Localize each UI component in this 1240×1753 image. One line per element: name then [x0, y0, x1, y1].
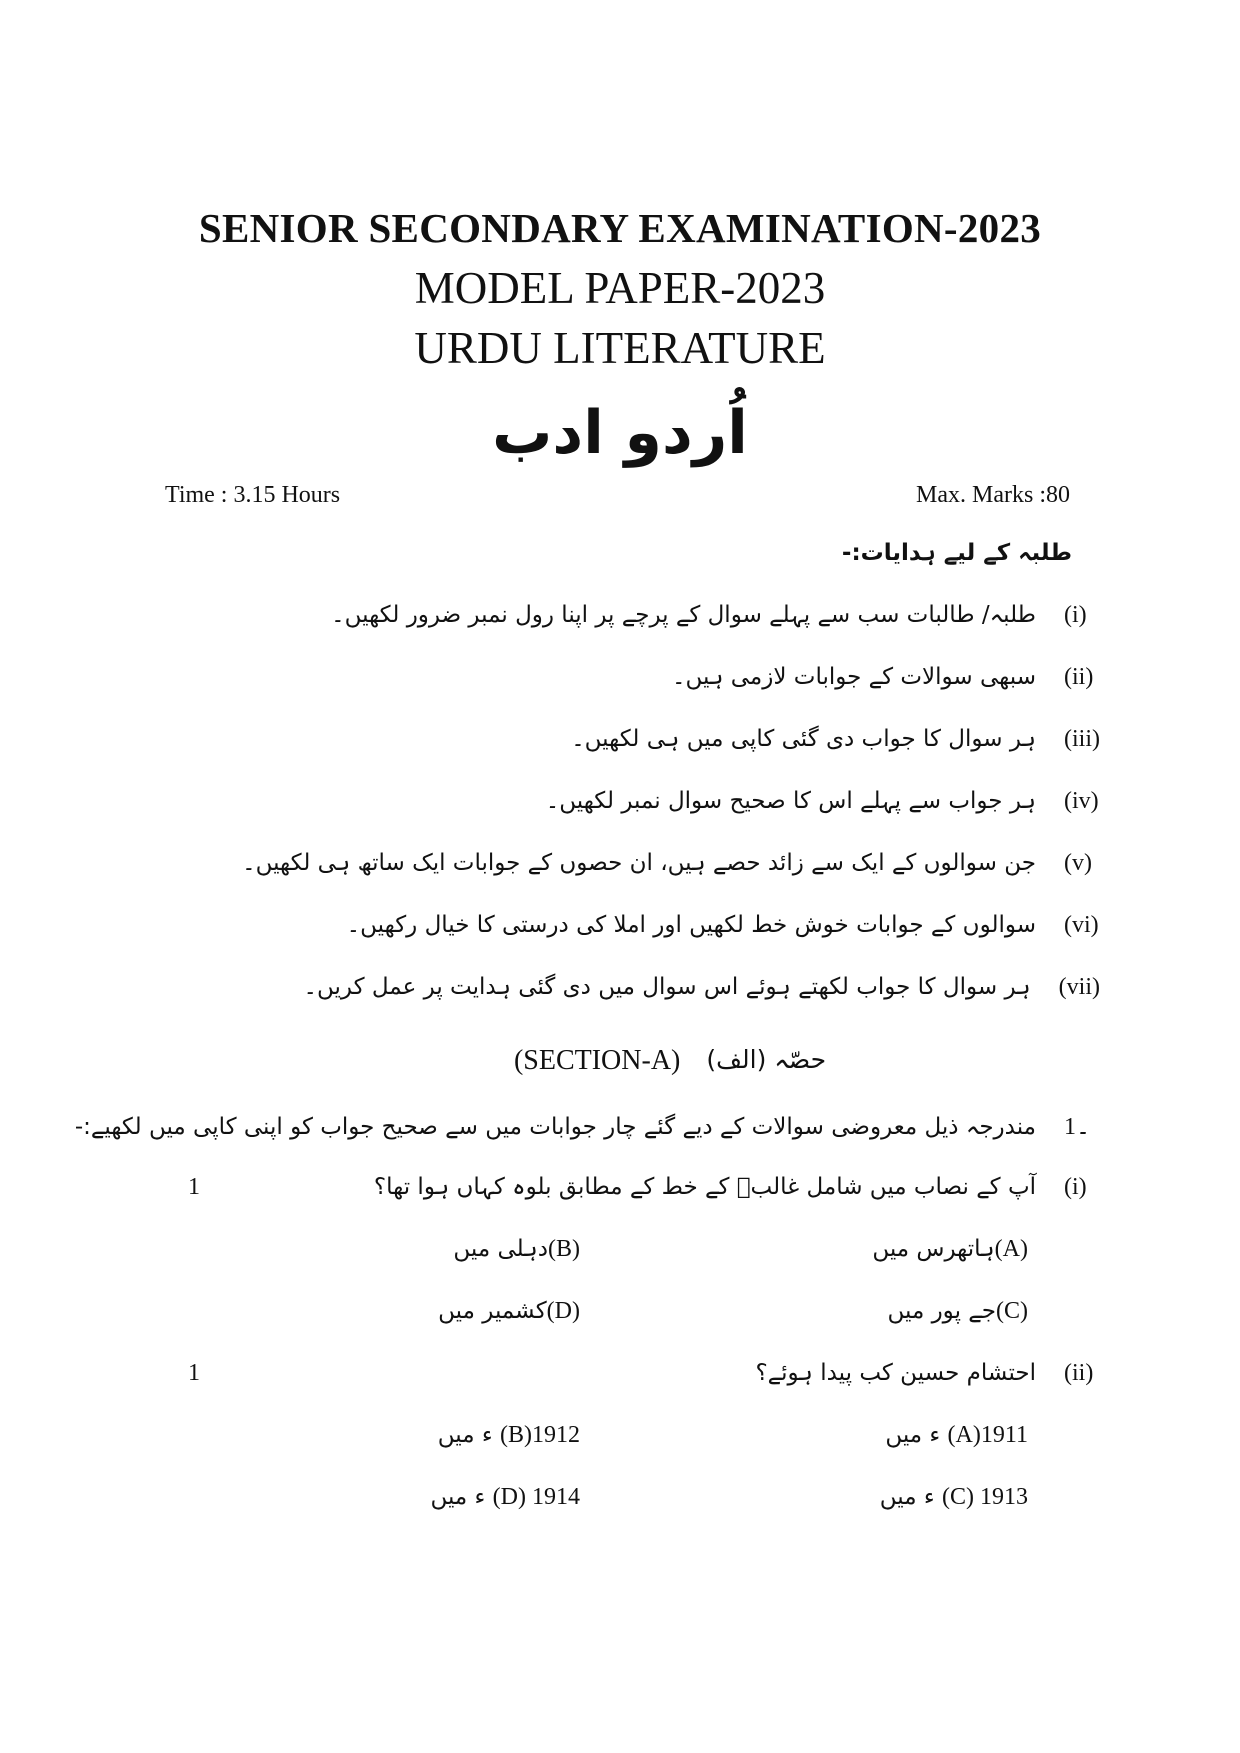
option-label: (B)	[547, 1236, 580, 1262]
subquestion-number: (ii)	[1064, 1360, 1094, 1386]
instruction-item	[304, 974, 1100, 1001]
instructions-heading: طلبہ کے لیے ہدایات:-	[841, 540, 1072, 566]
instruction-number: (vii)	[1058, 974, 1100, 1000]
option-d	[438, 1298, 580, 1325]
option-a	[885, 1422, 1028, 1449]
instruction-text: سوالوں کے جوابات خوش خط لکھیں اور املا کی درستی کا خیال رکھیں۔	[346, 912, 1036, 938]
instruction-number: (vi)	[1064, 912, 1099, 938]
subquestion-text: آپ کے نصاب میں شامل غالبؔ کے خط کے مطابق بلوہ کہاں ہوا تھا؟	[373, 1174, 1036, 1200]
section-heading-urdu: حصّہ (الف)	[706, 1045, 827, 1074]
option-label: 1911(A)	[947, 1422, 1028, 1448]
instruction-text: ہر جواب سے پہلے اس کا صحیح سوال نمبر لکھیں۔	[545, 788, 1036, 814]
section-heading	[420, 1045, 920, 1077]
instruction-text: ہر سوال کا جواب دی گئی کاپی میں ہی لکھیں۔	[571, 726, 1036, 752]
marks-value: 1	[188, 1174, 200, 1200]
option-text: کشمیر میں	[438, 1298, 547, 1324]
instruction-number: (ii)	[1064, 664, 1094, 690]
subject-title: URDU LITERATURE	[414, 323, 826, 373]
time-label: Time : 3.15 Hours	[165, 482, 341, 508]
option-text: ء میں	[879, 1484, 935, 1510]
instruction-number: (i)	[1064, 602, 1087, 628]
marks-value: 1	[188, 1360, 200, 1386]
instruction-number: (v)	[1064, 850, 1092, 876]
instruction-item	[571, 726, 1100, 753]
instruction-text: ہر سوال کا جواب لکھتے ہوئے اس سوال میں دی گئی ہدایت پر عمل کریں۔	[303, 974, 1031, 1000]
subquestion-ii	[755, 1360, 1100, 1387]
instruction-item	[347, 912, 1100, 939]
subquestion-i	[374, 1174, 1100, 1201]
option-label: (D)	[546, 1298, 580, 1324]
option-label: 1914 (D)	[492, 1484, 580, 1510]
section-heading-english: (SECTION-A)	[513, 1045, 681, 1076]
instruction-text: جن سوالوں کے ایک سے زائد حصے ہیں، ان حصوں کے جوابات ایک ساتھ ہی لکھیں۔	[242, 850, 1036, 876]
option-text: جے پور میں	[887, 1298, 996, 1324]
paper-title: MODEL PAPER-2023	[414, 263, 826, 313]
question-number: 1۔	[1064, 1114, 1091, 1140]
subject-title-urdu: اُردو ادب	[492, 398, 748, 468]
subquestion-number: (i)	[1064, 1174, 1087, 1200]
instruction-item	[546, 788, 1100, 815]
option-label: (C)	[995, 1298, 1028, 1324]
option-b	[438, 1422, 580, 1449]
question-1	[75, 1112, 1100, 1141]
instruction-item	[242, 850, 1100, 877]
instruction-item	[672, 664, 1100, 691]
option-text: ء میں	[437, 1422, 493, 1448]
option-label: (A)	[994, 1236, 1028, 1262]
instruction-text: طلبہ/ طالبات سب سے پہلے سوال کے پرچے پر اپنا رول نمبر ضرور لکھیں۔	[331, 602, 1036, 628]
option-a	[872, 1236, 1028, 1263]
option-text: دہلی میں	[453, 1236, 548, 1262]
instruction-number: (iii)	[1064, 726, 1100, 752]
option-label: 1913 (C)	[941, 1484, 1028, 1510]
instruction-item	[331, 602, 1100, 629]
option-text: ہاتھرس میں	[872, 1236, 995, 1262]
instruction-number: (iv)	[1064, 788, 1099, 814]
exam-title: SENIOR SECONDARY EXAMINATION-2023	[198, 205, 1042, 251]
subquestion-text: احتشام حسین کب پیدا ہوئے؟	[755, 1360, 1036, 1386]
question-text: مندرجہ ذیل معروضی سوالات کے دیے گئے چار جوابات میں سے صحیح جواب کو اپنی کاپی میں لکھیے:-	[74, 1114, 1036, 1140]
option-c	[880, 1484, 1028, 1511]
option-text: ء میں	[430, 1484, 486, 1510]
option-text: ء میں	[885, 1422, 941, 1448]
instruction-text: سبھی سوالات کے جوابات لازمی ہیں۔	[672, 664, 1036, 690]
option-label: 1912(B)	[499, 1422, 580, 1448]
max-marks-label: Max. Marks :80	[916, 482, 1070, 508]
option-d	[430, 1484, 580, 1511]
option-c	[888, 1298, 1029, 1325]
option-b	[453, 1236, 580, 1263]
